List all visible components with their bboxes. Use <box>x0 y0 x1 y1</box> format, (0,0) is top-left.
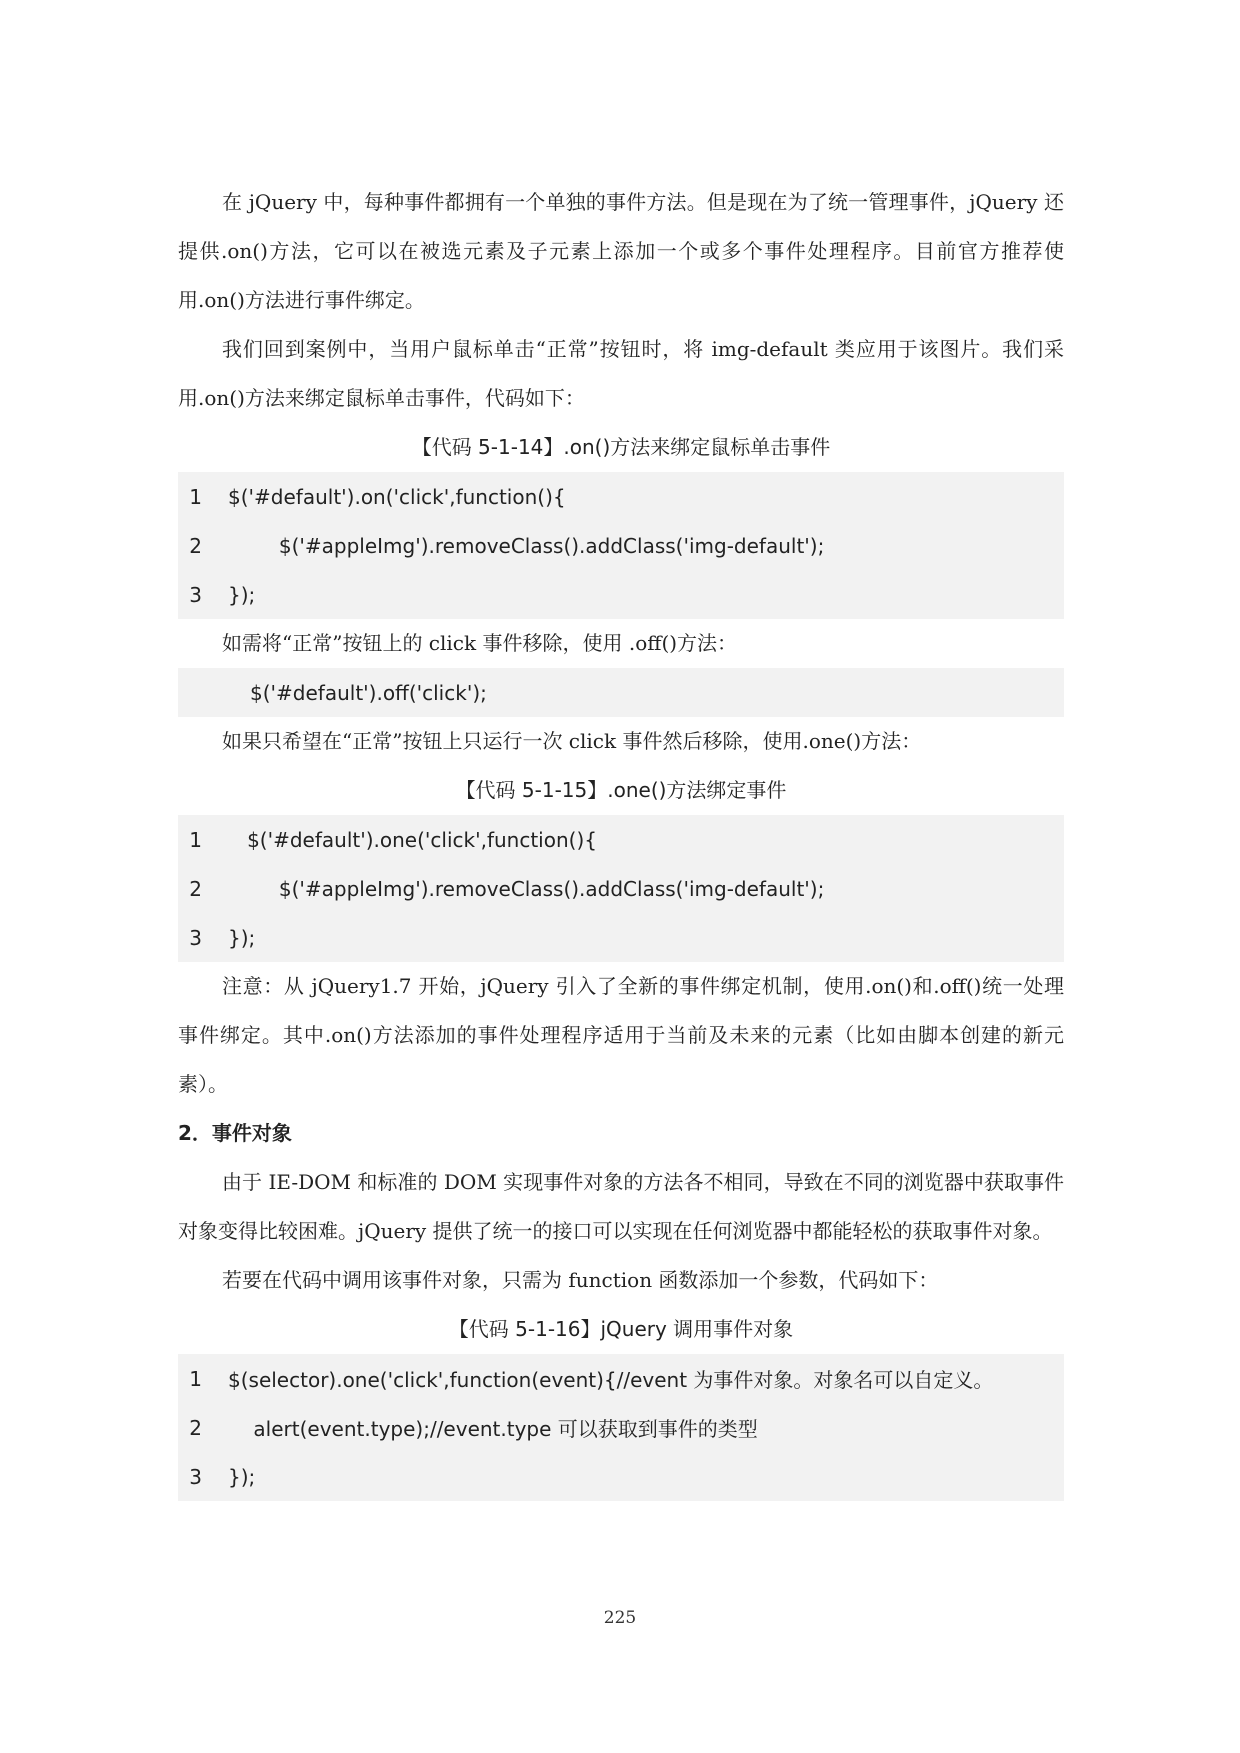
code-block-5-1-15 <box>178 815 1064 962</box>
paragraph-event-object: 由于 IE-DOM 和标准的 DOM 实现事件对象的方法各不相同，导致在不同的浏览器中获取事件对象变得比较困难。jQuery 提供了统一的接口可以实现在任何浏览器中都能轻松的获取事件对象。 <box>178 1170 1064 1243</box>
code-text: alert(event.type);//event.type 可以获取到事件的类型 <box>228 1417 758 1441</box>
line-number: 3 <box>189 1464 202 1489</box>
code-line <box>178 1403 1064 1452</box>
line-number: 2 <box>189 533 202 558</box>
document-body <box>178 178 1064 1501</box>
code-caption-5-1-15: 【代码 5-1-15】.one()方法绑定事件 <box>455 778 787 802</box>
code-caption-5-1-14: 【代码 5-1-14】.on()方法来绑定鼠标单击事件 <box>411 435 831 459</box>
line-number: 3 <box>189 925 202 950</box>
code-block-5-1-16 <box>178 1354 1064 1501</box>
code-text: }); <box>228 925 256 950</box>
code-line <box>178 1452 1064 1501</box>
section-heading-event-object: 2．事件对象 <box>178 1121 292 1145</box>
line-number: 1 <box>189 827 202 852</box>
paragraph-case-intro: 我们回到案例中，当用户鼠标单击“正常”按钮时，将 img-default 类应用于该图片。我们采用.on()方法来绑定鼠标单击事件，代码如下： <box>178 337 1064 410</box>
code-line <box>178 472 1064 521</box>
paragraph-on-method: 在 jQuery 中，每种事件都拥有一个单独的事件方法。但是现在为了统一管理事件，jQuery 还提供.on()方法，它可以在被选元素及子元素上添加一个或多个事件处理程序。目前官方推荐使用.on()方法进行事件绑定。 <box>178 190 1064 312</box>
code-line <box>178 815 1064 864</box>
paragraph-note: 注意：从 jQuery1.7 开始，jQuery 引入了全新的事件绑定机制，使用.on()和.off()统一处理事件绑定。其中.on()方法添加的事件处理程序适用于当前及未来的元素（比如由脚本创建的新元素）。 <box>178 974 1064 1096</box>
code-line <box>178 668 1064 717</box>
code-text: }); <box>228 582 256 607</box>
line-number: 1 <box>189 484 202 509</box>
code-line <box>178 864 1064 913</box>
line-number: 2 <box>189 876 202 901</box>
code-block-5-1-14 <box>178 472 1064 619</box>
paragraph-one-method: 如果只希望在“正常”按钮上只运行一次 click 事件然后移除，使用.one()方法： <box>222 729 922 753</box>
code-text: $('#default').on('click',function(){ <box>228 484 566 509</box>
code-text: $('#appleImg').removeClass().addClass('img-default'); <box>228 876 825 901</box>
code-block-off <box>178 668 1064 717</box>
line-number: 1 <box>189 1366 202 1391</box>
code-text: $(selector).one('click',function(event){//event 为事件对象。对象名可以自定义。 <box>228 1368 994 1392</box>
code-text: $('#default').off('click'); <box>250 680 487 705</box>
code-text: }); <box>228 1464 256 1489</box>
code-line <box>178 521 1064 570</box>
paragraph-off-method: 如需将“正常”按钮上的 click 事件移除，使用 .off()方法： <box>222 631 738 655</box>
code-text: $('#appleImg').removeClass().addClass('img-default'); <box>228 533 825 558</box>
code-caption-5-1-16: 【代码 5-1-16】jQuery 调用事件对象 <box>448 1317 794 1341</box>
code-text: $('#default').one('click',function(){ <box>228 827 597 852</box>
page-number: 225 <box>603 1608 637 1628</box>
paragraph-call-event-object: 若要在代码中调用该事件对象，只需为 function 函数添加一个参数，代码如下： <box>222 1268 939 1292</box>
line-number: 3 <box>189 582 202 607</box>
line-number: 2 <box>189 1415 202 1440</box>
code-line <box>178 913 1064 962</box>
code-line <box>178 1354 1064 1403</box>
code-line <box>178 570 1064 619</box>
